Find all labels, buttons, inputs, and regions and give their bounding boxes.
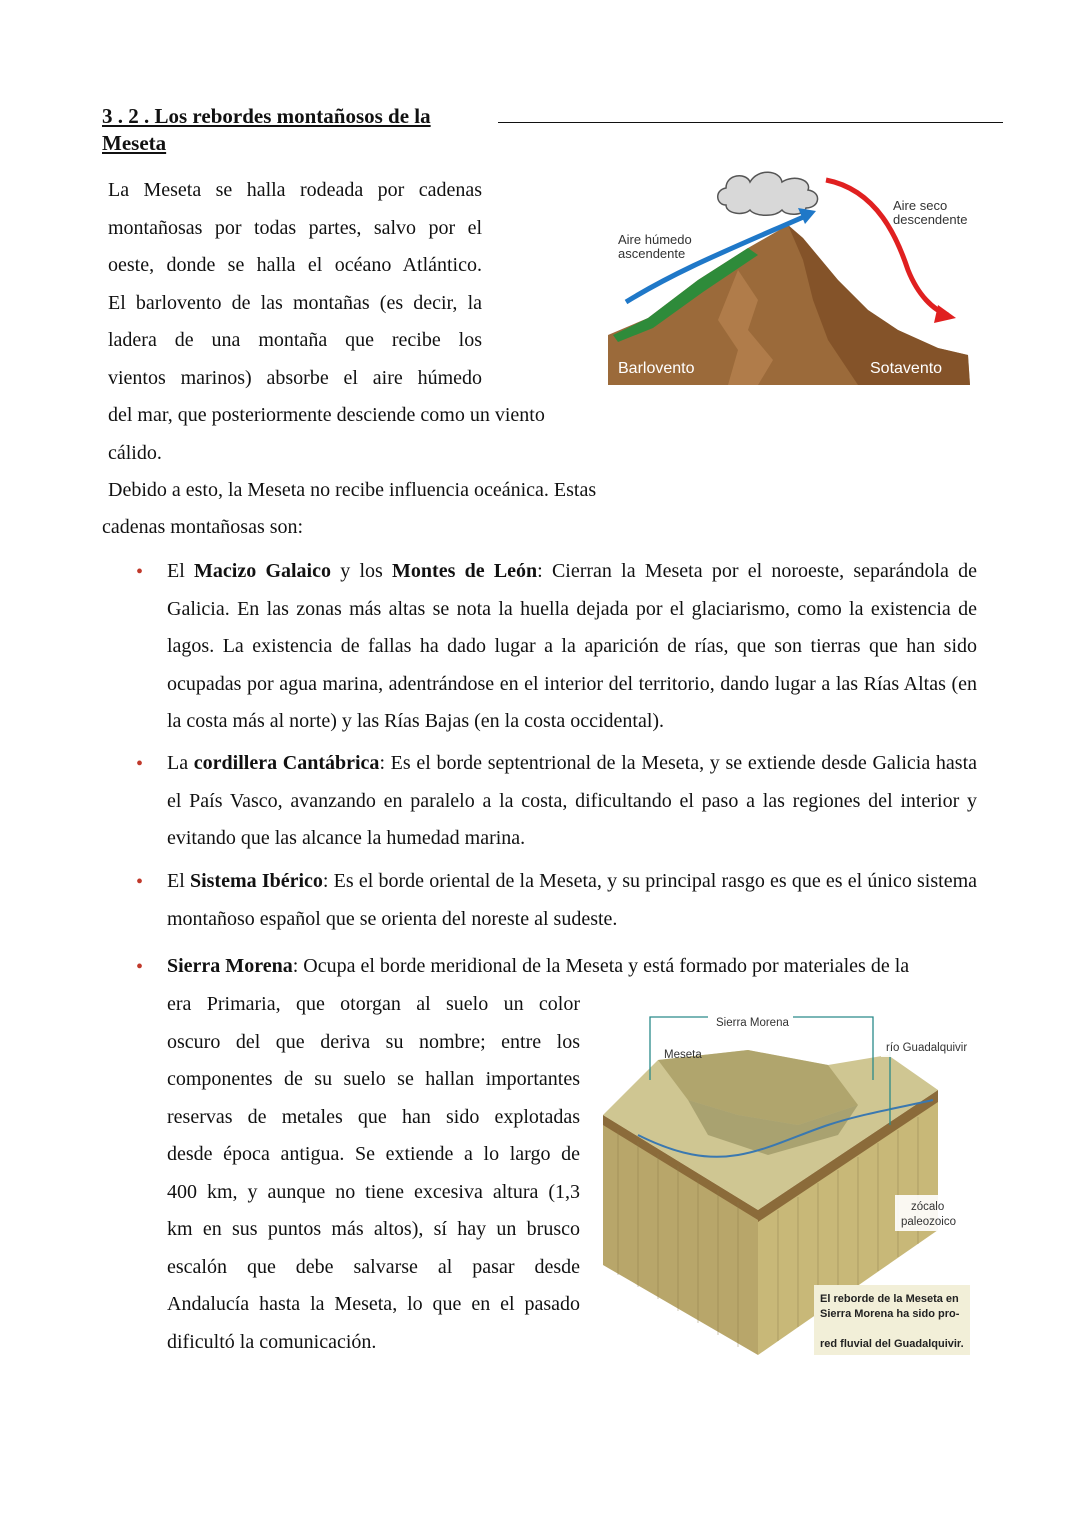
sierra-line: 400 km, y aunque no tiene excesiva altura (1,3 — [167, 1180, 580, 1203]
bullet-sistema-iberico: El Sistema Ibérico: Es el borde oriental de la Meseta, y su principal rasgo es que es el único sistema montañoso español que se orienta del noreste al sudeste. — [167, 870, 977, 930]
sierra-line: escalón que debe salvarse al pasar desde — [167, 1255, 580, 1278]
intro-line: El barlovento de las montañas (es decir, la — [108, 291, 482, 314]
sierra-line: componentes de su suelo se hallan importantes — [167, 1068, 580, 1090]
bullet-macizo-galaico: El Macizo Galaico y los Montes de León: Cierran la Meseta por el noroeste, separándola de Galicia. En las zonas más altas se nota la huella dejada por el glaciarismo, como la existencia de lagos. La existencia de fallas ha dado lugar a la aparición de rías, que son tierras que han sido ocupadas por agua marina, adentrándose en el interior del territorio, dando lugar a las Rías Altas (en la costa más al norte) y las Rías Bajas (en la costa occidental). — [167, 560, 977, 732]
bullet-dot: • — [136, 561, 144, 583]
caption-text: El reborde de la Meseta en Sierra Morena ha sido pro- red fluvial del Guadalquivir. — [820, 1293, 964, 1350]
sierra-line: reservas de metales que han sido explotadas — [167, 1105, 580, 1128]
label-zocalo: zócalo paleozoico — [901, 1201, 956, 1228]
bullet-sierra-morena-body — [167, 986, 580, 1361]
intro-line: ladera de una montaña que recibe los — [108, 329, 482, 351]
intro-line: Debido a esto, la Meseta no recibe influencia oceánica. Estas — [108, 479, 597, 501]
intro-line: vientos marinos) absorbe el aire húmedo — [108, 366, 482, 389]
intro-line: montañosas por todas partes, salvo por el — [108, 216, 482, 239]
sierra-morena-block-diagram — [598, 1005, 978, 1360]
label-windward: Barlovento — [618, 360, 695, 377]
intro-line: cadenas montañosas son: — [102, 516, 304, 538]
label-rio-guadalquivir: río Guadalquivir — [886, 1042, 968, 1054]
windward-leeward-diagram — [608, 160, 973, 388]
bullet-dot: • — [136, 753, 144, 775]
intro-line: cálido. — [108, 441, 162, 464]
intro-paragraph-bottom — [108, 397, 668, 510]
bullet-sierra-morena-first: Sierra Morena: Ocupa el borde meridional de la Meseta y está formado por materiales de la — [167, 955, 910, 977]
sierra-line: km en sus puntos más altos), sí hay un brusco — [167, 1218, 580, 1240]
sierra-line: dificultó la comunicación. — [167, 1330, 377, 1353]
section-heading: 3 . 2 . Los rebordes montañosos de la Meseta — [102, 104, 431, 155]
label-leeward: Sotavento — [870, 360, 943, 377]
intro-line: oeste, donde se halla el océano Atlántico. — [108, 254, 482, 276]
intro-paragraph-top — [108, 172, 482, 397]
bullet-cordillera-cantabrica: La cordillera Cantábrica: Es el borde septentrional de la Meseta, y se extiende desde Galicia hasta el País Vasco, avanzando en paralelo a la costa, dificultando el paso a las regiones del interior y evitando que las alcance la humedad marina. — [167, 752, 978, 849]
bullet-dot: • — [136, 871, 144, 893]
sierra-line: era Primaria, que otorgan al suelo un color — [167, 993, 580, 1015]
label-humid-air: Aire húmedo ascendente — [618, 232, 692, 261]
bullet-dot: • — [136, 956, 144, 978]
label-dry-air: Aire seco descendente — [893, 198, 968, 227]
intro-line: La Meseta se halla rodeada por cadenas — [108, 179, 482, 201]
sierra-line: Andalucía hasta la Meseta, lo que en el pasado — [167, 1293, 580, 1315]
sierra-line: oscuro del que deriva su nombre; entre los — [167, 1030, 580, 1053]
intro-line: del mar, que posteriormente desciende como un viento — [108, 404, 545, 426]
label-sierra-morena: Sierra Morena — [716, 1017, 789, 1029]
heading-rule — [498, 122, 1003, 123]
label-meseta: Meseta — [664, 1049, 702, 1061]
sierra-line: desde época antigua. Se extiende a lo largo de — [167, 1143, 580, 1165]
